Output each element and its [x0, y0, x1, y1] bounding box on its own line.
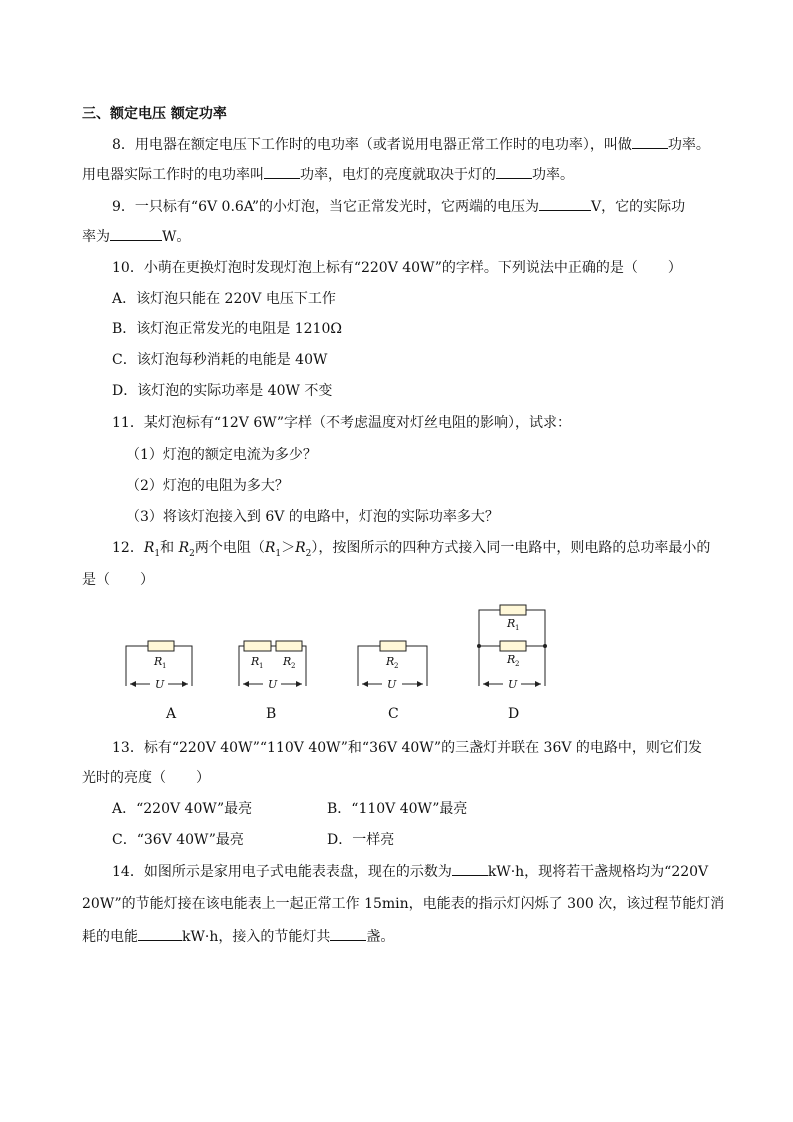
q13-options-row2	[112, 830, 394, 850]
resistor-r2	[276, 641, 302, 651]
q14-blank-2[interactable]	[138, 926, 182, 941]
resistor-r2	[380, 641, 406, 651]
q13-option-d[interactable]: D．一样亮	[327, 832, 395, 848]
q14-line2: 20W”的节能灯接在该电能表上一起正常工作 15min，电能表的指示灯闪烁了 300 次，该过程节能灯消	[82, 896, 725, 912]
q12-line1: 12．$R_1$和 $R_2$两个电阻$(R_1>R_2)$，按图所示的四种方式接入同一电路中，则电路的总功率最小的	[112, 540, 711, 559]
svg-text:2: 2	[291, 662, 296, 670]
q14-blank-3[interactable]	[330, 926, 366, 941]
svg-text:R: R	[507, 653, 516, 666]
circuit-c-labels	[385, 655, 398, 691]
q14-line3: 耗的电能 kW·h，接入的节能灯共 盏。	[82, 926, 394, 947]
q8-line2: 用电器实际工作时的电功率叫 功率，电灯的亮度就取决于灯的 功率。	[82, 164, 574, 185]
svg-text:R: R	[154, 655, 163, 668]
q9-blank-2[interactable]	[110, 226, 162, 241]
junction-dot-left	[477, 644, 481, 648]
q13-options-row1	[112, 799, 467, 819]
resistor-r1	[148, 641, 174, 651]
svg-text:R: R	[283, 655, 292, 668]
q11-part-1: （1）灯泡的额定电流为多少？	[126, 447, 317, 463]
circuit-label-c[interactable]: C	[388, 706, 399, 722]
svg-text:R: R	[386, 655, 395, 668]
svg-text:1: 1	[162, 662, 167, 670]
q13-option-a[interactable]: A．“220V 40W”最亮	[112, 801, 253, 817]
circuit-label-d[interactable]: D	[508, 706, 520, 722]
resistor-r1	[244, 641, 271, 651]
section-title: 三、额定电压 额定功率	[82, 106, 227, 122]
q11-stem: 11．某灯泡标有“12V 6W”字样（不考虑温度对灯丝电阻的影响），试求：	[112, 415, 572, 431]
junction-dot-right	[543, 644, 547, 648]
q11-part-3: （3）将该灯泡接入到 6V 的电路中，灯泡的实际功率多大？	[126, 509, 499, 525]
q8-blank-1[interactable]	[632, 134, 668, 149]
svg-text:1: 1	[515, 624, 520, 632]
svg-text:R: R	[251, 655, 260, 668]
q13-line2: 光时的亮度（ ）	[82, 770, 210, 786]
q9-line2: 率为 W。	[82, 226, 190, 247]
circuit-d-labels	[506, 617, 519, 691]
svg-text:2: 2	[515, 660, 520, 668]
svg-text:U: U	[508, 678, 518, 691]
q10-option-d[interactable]: D．该灯泡的实际功率是 40W 不变	[112, 383, 333, 399]
q13-option-b[interactable]: B．“110V 40W”最亮	[327, 801, 468, 817]
circuit-a-labels	[153, 655, 166, 691]
q13-option-c[interactable]: C．“36V 40W”最亮	[112, 832, 244, 848]
q8-blank-3[interactable]	[496, 164, 532, 179]
q12-line2: 是（ ）	[82, 572, 154, 588]
svg-text:U: U	[155, 678, 165, 691]
q9-line1: 9．一只标有“6V 0.6A”的小灯泡，当它正常发光时，它两端的电压为 V，它的实际功	[112, 196, 685, 217]
q8-line1: 8．用电器在额定电压下工作时的电功率（或者说用电器正常工作时的电功率），叫做 功率。	[112, 134, 710, 155]
q10-option-a[interactable]: A．该灯泡只能在 220V 电压下工作	[112, 291, 336, 307]
svg-text:1: 1	[259, 662, 264, 670]
svg-text:U: U	[268, 678, 278, 691]
circuit-label-b[interactable]: B	[266, 706, 277, 722]
q14-blank-1[interactable]	[452, 861, 488, 876]
circuit-label-a[interactable]: A	[166, 706, 177, 722]
q8-blank-2[interactable]	[264, 164, 300, 179]
circuit-b-labels	[250, 655, 295, 691]
q10-option-c[interactable]: C．该灯泡每秒消耗的电能是 40W	[112, 352, 328, 368]
svg-text:R: R	[507, 617, 516, 630]
q10-stem: 10．小萌在更换灯泡时发现灯泡上标有“220V 40W”的字样。下列说法中正确的是（ ）	[112, 260, 682, 276]
q10-option-b[interactable]: B．该灯泡正常发光的电阻是 1210Ω	[112, 321, 342, 337]
q13-line1: 13．标有“220V 40W”“110V 40W”和“36V 40W”的三盏灯并联在 36V 的电路中，则它们发	[112, 740, 702, 756]
resistor-r1	[500, 605, 526, 615]
q9-blank-1[interactable]	[539, 196, 591, 211]
q14-line1: 14．如图所示是家用电子式电能表表盘，现在的示数为 kW·h，现将若干盏规格均为“220V	[112, 861, 708, 882]
resistor-r2	[500, 641, 526, 651]
svg-text:U: U	[387, 678, 397, 691]
svg-text:2: 2	[394, 662, 399, 670]
q11-part-2: （2）灯泡的电阻为多大？	[126, 478, 289, 494]
